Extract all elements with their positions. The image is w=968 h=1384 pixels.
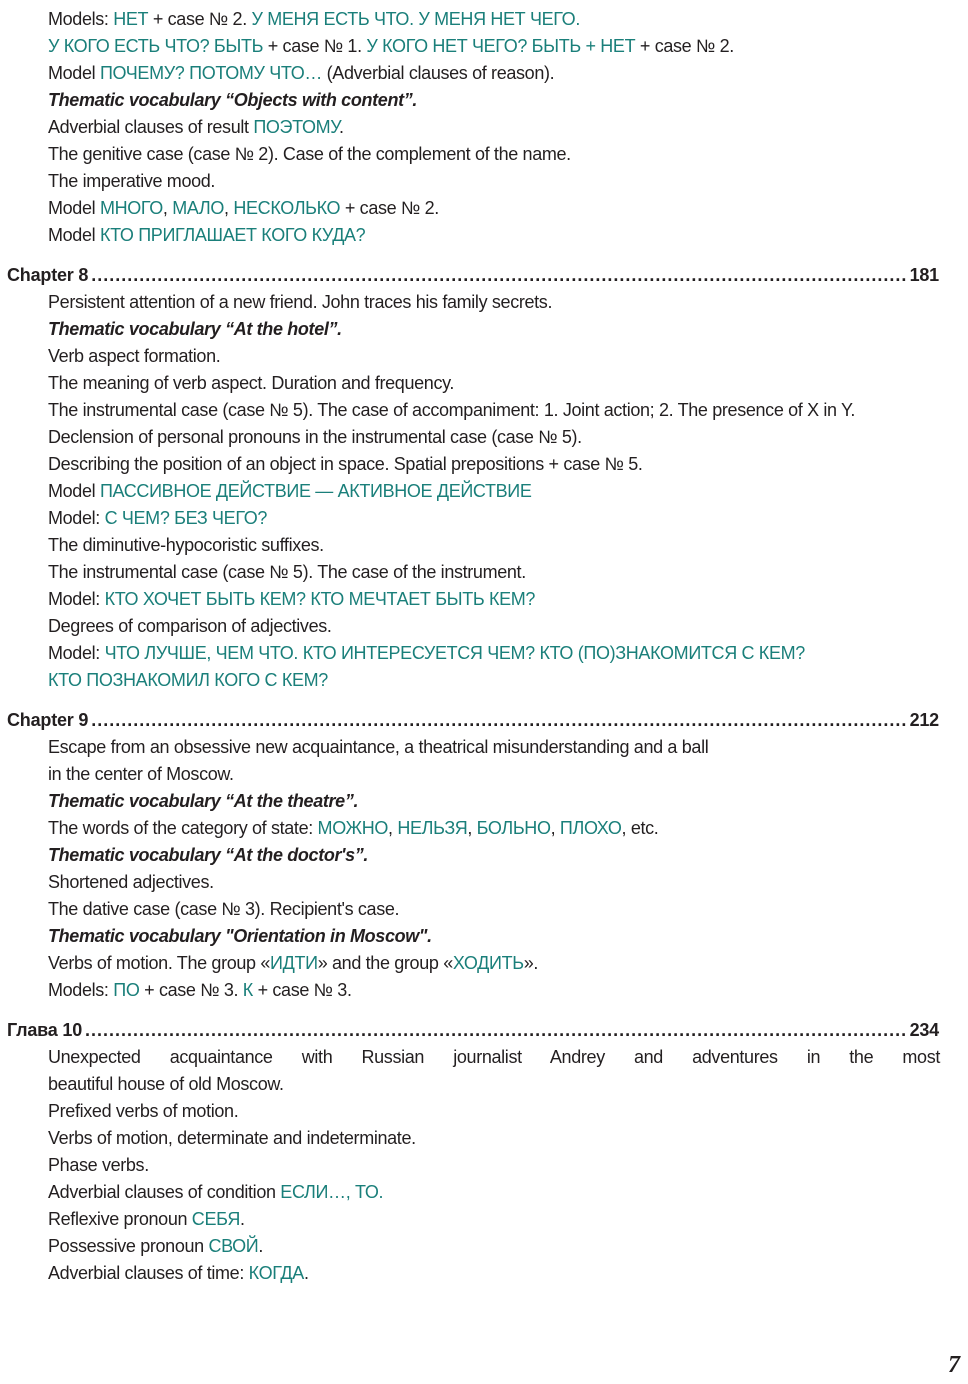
toc-entry: [48, 667, 328, 694]
russian-term: ЕСЛИ…, ТО.: [280, 1182, 384, 1202]
chapter-title: Chapter 9: [7, 710, 89, 730]
toc-entry: [48, 343, 220, 370]
russian-term: ПОЧЕМУ? ПОТОМУ ЧТО…: [99, 63, 323, 83]
entry-text: Model:: [48, 589, 105, 609]
entry-text: Models:: [48, 980, 114, 1000]
entry-text: Escape from an obsessive new acquaintance, a theatrical misunderstanding and a ball: [48, 737, 709, 757]
toc-entry: [48, 613, 332, 640]
entry-text: Verb aspect formation.: [48, 346, 221, 366]
entry-text: in the center of Moscow.: [48, 764, 234, 784]
toc-entry: [48, 87, 417, 114]
entry-text: Possessive pronoun: [48, 1236, 209, 1256]
chapter-page-number: 212: [909, 710, 939, 730]
russian-term: К: [242, 980, 253, 1000]
entry-text: Prefixed verbs of motion.: [48, 1101, 239, 1121]
russian-term: ЧТО ЛУЧШЕ, ЧЕМ ЧТО. КТО ИНТЕРЕСУЕТСЯ ЧЕМ? КТО (ПО)ЗНАКОМИТСЯ С КЕМ?: [104, 643, 805, 663]
toc-entry: [48, 640, 805, 667]
thematic-vocabulary-label: Thematic vocabulary “At the doctor's”.: [48, 845, 369, 865]
entry-text: ,: [467, 818, 477, 838]
russian-term: ПО: [113, 980, 140, 1000]
toc-entry: [48, 222, 365, 249]
entry-text: Degrees of comparison of adjectives.: [48, 616, 332, 636]
entry-text: Model:: [48, 508, 105, 528]
chapter-title: Chapter 8: [7, 265, 89, 285]
entry-text: The dative case (case № 3). Recipient's case.: [48, 899, 400, 919]
toc-entry: [48, 788, 358, 815]
toc-entry: [48, 734, 708, 761]
russian-term: МАЛО: [172, 198, 225, 218]
toc-entry: [48, 1179, 383, 1206]
entry-text: » and the group «: [317, 953, 453, 973]
chapter-heading: [7, 707, 939, 734]
russian-term: НЕСКОЛЬКО: [233, 198, 341, 218]
entry-text: .: [303, 1263, 309, 1283]
toc-entry: [48, 1125, 416, 1152]
toc-entry: [48, 451, 643, 478]
toc-entry: [48, 1044, 940, 1071]
russian-term: КТО ПОЗНАКОМИЛ КОГО С КЕМ?: [48, 670, 328, 690]
entry-text: The instrumental case (case № 5). The case of accompaniment: 1. Joint action; 2. The presence of X in Y.: [48, 400, 856, 420]
entry-text: The instrumental case (case № 5). The case of the instrument.: [48, 562, 526, 582]
russian-term: ПОЭТОМУ: [253, 117, 339, 137]
toc-entry: [48, 1071, 284, 1098]
entry-text: Shortened adjectives.: [48, 872, 214, 892]
toc-entry: [48, 316, 342, 343]
toc-entry: [48, 842, 368, 869]
russian-term: КОГДА: [248, 1263, 304, 1283]
thematic-vocabulary-label: Thematic vocabulary “At the theatre”.: [48, 791, 359, 811]
russian-term: У КОГО ЕСТЬ ЧТО? БЫТЬ: [48, 36, 264, 56]
russian-term: ИДТИ: [270, 953, 318, 973]
entry-text: Declension of personal pronouns in the instrumental case (case № 5).: [48, 427, 582, 447]
chapter-page-number: 181: [909, 265, 939, 285]
entry-text: Adverbial clauses of time:: [48, 1263, 249, 1283]
toc-entry: [48, 1260, 309, 1287]
russian-term: ПАССИВНОЕ ДЕЙСТВИЕ — АКТИВНОЕ ДЕЙСТВИЕ: [99, 481, 532, 501]
chapter-heading: [7, 1017, 939, 1044]
toc-entry: [48, 869, 214, 896]
entry-text: , etc.: [621, 818, 659, 838]
russian-term: С ЧЕМ? БЕЗ ЧЕГО?: [104, 508, 268, 528]
entry-text: + case № 3.: [139, 980, 243, 1000]
entry-text: .: [240, 1209, 245, 1229]
toc-entry: [48, 1206, 245, 1233]
toc-entry: [48, 424, 582, 451]
entry-text: (Adverbial clauses of reason).: [322, 63, 555, 83]
entry-text: Model: [48, 225, 100, 245]
toc-entry: [48, 1233, 263, 1260]
entry-text: + case № 3.: [252, 980, 352, 1000]
entry-text: ,: [388, 818, 398, 838]
toc-entry: [48, 559, 526, 586]
toc-entry: [48, 1098, 238, 1125]
entry-text: + case № 2.: [635, 36, 734, 56]
toc-entry: [48, 289, 552, 316]
entry-text: .: [258, 1236, 264, 1256]
chapter-page-number: 234: [909, 1020, 939, 1040]
toc-entry: [48, 60, 554, 87]
toc-entry: [48, 141, 571, 168]
toc-entry: [48, 168, 215, 195]
toc-entry: [48, 6, 580, 33]
dot-leader: [91, 707, 906, 734]
entry-text: + case № 2.: [340, 198, 439, 218]
thematic-vocabulary-label: Thematic vocabulary “At the hotel”.: [48, 319, 342, 339]
entry-text: Persistent attention of a new friend. John traces his family secrets.: [48, 292, 553, 312]
russian-term: СВОЙ: [208, 1236, 259, 1256]
russian-term: НЕЛЬЗЯ: [397, 818, 468, 838]
entry-text: Phase verbs.: [48, 1155, 149, 1175]
toc-entry: [48, 977, 352, 1004]
russian-term: У КОГО НЕТ ЧЕГО? БЫТЬ + НЕТ: [366, 36, 636, 56]
russian-term: МНОГО: [99, 198, 163, 218]
entry-text: ,: [224, 198, 234, 218]
entry-text: Reflexive pronoun: [48, 1209, 192, 1229]
toc-entry: [48, 195, 439, 222]
entry-text: Adverbial clauses of result: [48, 117, 254, 137]
toc-entry: [48, 114, 344, 141]
toc-entry: [48, 1152, 149, 1179]
entry-text: The meaning of verb aspect. Duration and frequency.: [48, 373, 455, 393]
russian-term: ХОДИТЬ: [452, 953, 524, 973]
entry-text: Models:: [48, 9, 114, 29]
entry-text: Unexpected acquaintance with Russian journalist Andrey and adventures in the most: [48, 1047, 940, 1067]
toc-entry: [48, 923, 432, 950]
russian-term: У МЕНЯ ЕСТЬ ЧТО. У МЕНЯ НЕТ ЧЕГО.: [251, 9, 580, 29]
dot-leader: [85, 1017, 907, 1044]
toc-entry: [48, 896, 399, 923]
page-number: 7: [948, 1352, 960, 1378]
entry-text: Model:: [48, 643, 105, 663]
toc-entry: [48, 397, 855, 424]
toc-entry: [48, 761, 234, 788]
entry-text: The genitive case (case № 2). Case of the complement of the name.: [48, 144, 571, 164]
chapter-heading: [7, 262, 939, 289]
entry-text: Model: [48, 198, 100, 218]
russian-term: СЕБЯ: [191, 1209, 241, 1229]
entry-text: Describing the position of an object in space. Spatial prepositions + case № 5.: [48, 454, 643, 474]
entry-text: Model: [48, 481, 100, 501]
russian-term: НЕТ: [113, 9, 149, 29]
entry-text: beautiful house of old Moscow.: [48, 1074, 284, 1094]
toc-entry: [48, 33, 734, 60]
toc-entry: [48, 370, 454, 397]
russian-term: ПЛОХО: [559, 818, 622, 838]
russian-term: БОЛЬНО: [476, 818, 551, 838]
entry-text: Model: [48, 63, 100, 83]
russian-term: КТО ХОЧЕТ БЫТЬ КЕМ? КТО МЕЧТАЕТ БЫТЬ КЕМ?: [104, 589, 536, 609]
entry-text: ».: [523, 953, 539, 973]
entry-text: ,: [162, 198, 173, 218]
thematic-vocabulary-label: Thematic vocabulary "Orientation in Moscow".: [48, 926, 432, 946]
toc-entry: [48, 478, 532, 505]
chapter-title: Глава 10: [7, 1020, 83, 1040]
entry-text: + case № 2.: [148, 9, 252, 29]
toc-entry: [48, 505, 267, 532]
toc-entry: [48, 586, 535, 613]
dot-leader: [91, 262, 906, 289]
entry-text: The words of the category of state:: [48, 818, 318, 838]
entry-text: + case № 1.: [263, 36, 367, 56]
russian-term: КТО ПРИГЛАШАЕТ КОГО КУДА?: [99, 225, 366, 245]
entry-text: The imperative mood.: [48, 171, 216, 191]
entry-text: ,: [550, 818, 560, 838]
russian-term: МОЖНО: [317, 818, 389, 838]
thematic-vocabulary-label: Thematic vocabulary “Objects with content”.: [48, 90, 418, 110]
entry-text: Verbs of motion, determinate and indeterminate.: [48, 1128, 416, 1148]
toc-entry: [48, 532, 324, 559]
entry-text: Adverbial clauses of condition: [48, 1182, 281, 1202]
toc-entry: [48, 815, 658, 842]
entry-text: .: [338, 117, 344, 137]
entry-text: The diminutive-hypocoristic suffixes.: [48, 535, 324, 555]
toc-entry: [48, 950, 538, 977]
entry-text: Verbs of motion. The group «: [48, 953, 271, 973]
